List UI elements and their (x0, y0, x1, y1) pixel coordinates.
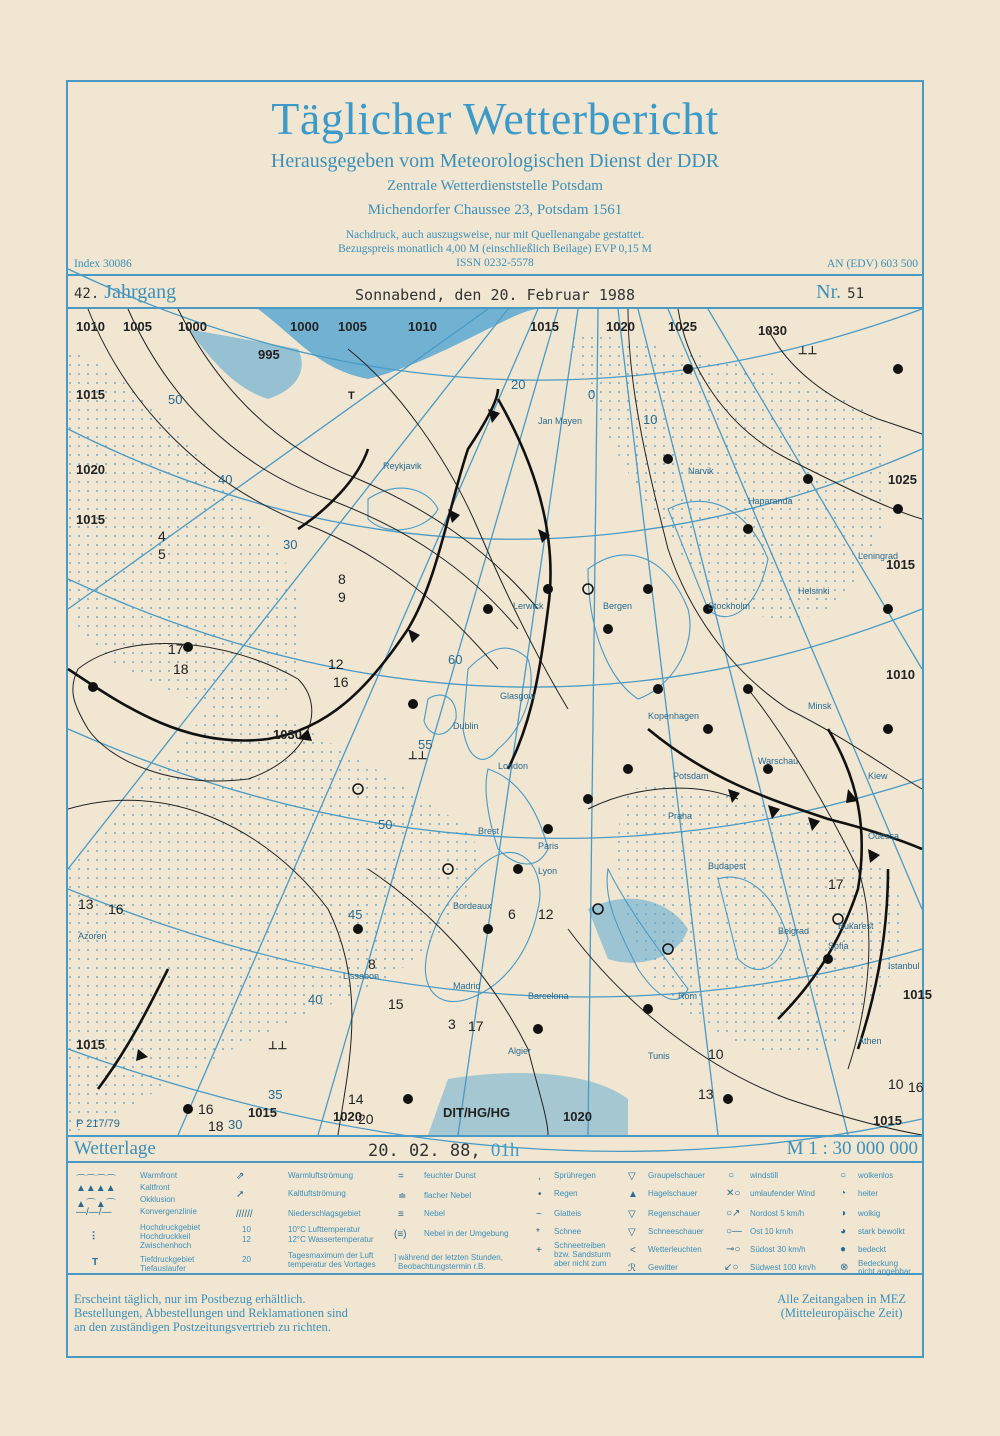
place-name: Madrid (453, 981, 481, 991)
divider (68, 274, 922, 276)
legend-stark-bewoelkt: stark bewolkt (858, 1227, 905, 1236)
legend-regenschauer: Regenschauer (648, 1209, 701, 1218)
legend-zwischenhoch: Zwischenhoch (140, 1241, 192, 1250)
nr-number: 51 (847, 286, 864, 302)
nebel-icon: ≡ (398, 1209, 404, 1220)
place-name: Belgrad (778, 926, 810, 936)
place-name: London (498, 761, 529, 771)
regenschauer-icon: ▽ (628, 1209, 636, 1220)
isobar-label: 1005 (338, 319, 367, 334)
isobar-label: 1025 (668, 319, 697, 334)
legend-suedost: Südost 30 km/h (750, 1245, 806, 1254)
legend-nordost: Nordost 5 km/h (750, 1209, 805, 1218)
wind-suedwest-icon: ↙○ (724, 1262, 739, 1273)
grid-label: 45 (348, 907, 363, 922)
grid-label: 50 (168, 392, 183, 407)
bedeckt-icon: ● (840, 1244, 847, 1255)
legend-suedwest: Südwest 100 km/h (750, 1263, 816, 1272)
grid-label: 40 (308, 992, 323, 1007)
glatteis-icon: ~ (536, 1209, 542, 1220)
svg-text:10: 10 (888, 1076, 904, 1092)
nr-label: Nr. (816, 281, 842, 303)
page-frame (66, 80, 932, 1358)
index-number: Index 30086 (74, 258, 132, 270)
warmfront-icon: ⌒⌒⌒⌒ (76, 1175, 116, 1186)
grid-label: 55 (418, 737, 433, 752)
place-name: Kopenhagen (648, 711, 700, 721)
place-name: Odessa (868, 831, 900, 841)
schnee-icon: * (536, 1227, 540, 1238)
isobar-label: 1010 (886, 667, 915, 682)
grid-label: 60 (448, 652, 463, 667)
map-stamp: DIT/HG/HG (443, 1105, 511, 1120)
isobar-label: 1015 (903, 987, 932, 1002)
svg-text:17: 17 (468, 1018, 484, 1034)
isobar-label: 1015 (886, 557, 915, 572)
isobar-label: 1010 (76, 319, 105, 334)
svg-text:16: 16 (198, 1101, 214, 1117)
issue-number (816, 281, 864, 304)
grid-label: 30 (228, 1117, 243, 1132)
place-name: Lissabon (343, 971, 380, 981)
legend-nebel: Nebel (424, 1209, 445, 1218)
svg-text:10: 10 (708, 1046, 724, 1062)
place-name: Azoren (78, 931, 107, 941)
grid-label: 30 (283, 537, 298, 552)
legend-bedeckt: bedeckt (858, 1245, 887, 1254)
bedeckung-unbekannt-icon: ⊗ (840, 1262, 849, 1273)
isobar-label: 1030 (758, 323, 787, 338)
isobar-label: 1015 (76, 512, 105, 527)
grid-label: 0 (588, 387, 596, 402)
footer-line: Erscheint täglich, nur im Postbezug erhältlich. (74, 1292, 306, 1306)
place-name: Dublin (453, 721, 479, 731)
legend-wolkenlos: wolkenlos (858, 1171, 894, 1180)
isobar-label: 1000 (178, 319, 207, 334)
svg-text:15: 15 (388, 996, 404, 1012)
svg-text:6: 6 (508, 906, 516, 922)
place-name: Brest (478, 826, 500, 836)
svg-text:18: 18 (208, 1118, 224, 1134)
place-name: Jan Mayen (538, 416, 583, 426)
legend (68, 1165, 922, 1275)
publisher: Herausgegeben vom Meteorologischen Dienst der DDR (270, 150, 720, 172)
legend-niederschlag: Niederschlagsgebiet (288, 1209, 361, 1218)
place-name: Bukarest (838, 921, 874, 931)
wolkig-icon: ◑ (840, 1208, 847, 1219)
legend-beobachtungstermin: Beobachtungstermin r.B. (398, 1262, 486, 1271)
reprint-notice: Nachdruck, auch auszugsweise, nur mit Quellenangabe gestattet. (345, 229, 645, 241)
place-name: Tunis (648, 1051, 670, 1061)
isobar-label: 1020 (606, 319, 635, 334)
issn: ISSN 0232-5578 (456, 257, 534, 269)
footer-line: Alle Zeitangaben in MEZ (777, 1292, 906, 1306)
isobar-label: 1015 (873, 1113, 902, 1128)
place-name: Minsk (808, 701, 832, 711)
svg-text:17: 17 (168, 641, 184, 657)
legend-temp-air-num: 10 (242, 1225, 251, 1234)
legend-konvergenz: Konvergenzlinie (140, 1207, 197, 1216)
isobar-label: 1015 (76, 1037, 105, 1052)
low-pressure-marker: ⊥⊥ (268, 1040, 288, 1052)
svg-text:12: 12 (328, 656, 344, 672)
legend-schneetreiben: Schneetreiben (554, 1241, 606, 1250)
place-name: Istanbul (888, 961, 920, 971)
svg-text:18: 18 (173, 661, 189, 677)
weather-map-svg (68, 309, 932, 1135)
isobar-label: 1015 (530, 319, 559, 334)
legend-gewitter: Gewitter (648, 1263, 678, 1272)
isobar-label: 1020 (333, 1109, 362, 1124)
legend-schneeschauer: Schneeschauer (648, 1227, 704, 1236)
legend-temp-max-num: 20 (242, 1255, 251, 1264)
nebel-umgebung-icon: (≡) (394, 1229, 407, 1240)
kaltfront-icon: ▲▲▲▲ (76, 1183, 116, 1194)
legend-windstill: windstill (750, 1171, 779, 1180)
legend-wetterleuchten: Wetterleuchten (648, 1245, 702, 1254)
high-pressure-marker: ⊥⊥ (408, 750, 428, 762)
svg-text:16: 16 (908, 1079, 924, 1095)
place-name: Paris (538, 841, 559, 851)
price-notice: Bezugspreis monatlich 4,00 M (einschließlich Beilage) EVP 0,15 M (338, 243, 652, 255)
wind-ost-icon: ○— (726, 1226, 743, 1237)
konvergenz-icon: —/—/— (76, 1207, 112, 1218)
footer-time-note (777, 1292, 906, 1320)
legend-spruehregen: Sprühregen (554, 1171, 596, 1180)
place-name: Haparanda (748, 496, 793, 506)
isobar-label: 1025 (888, 472, 917, 487)
place-name: Lerwick (513, 601, 544, 611)
legend-tagesmaximum-2: temperatur des Vortages (288, 1260, 376, 1269)
legend-warmfront: Warmfront (140, 1171, 178, 1180)
wetterlage-hour: 01h (490, 1140, 520, 1161)
umlaufend-icon: ✕○ (726, 1188, 741, 1199)
isobar-label: 1020 (76, 462, 105, 477)
place-name: Stockholm (708, 601, 751, 611)
place-name: Reykjavik (383, 461, 422, 471)
svg-text:4: 4 (158, 528, 166, 544)
stark-bewoelkt-icon: ◕ (840, 1226, 847, 1237)
place-name: Praha (668, 811, 693, 821)
okklusion-icon: ▲⌒▲⌒ (76, 1199, 116, 1210)
precip-area-icon: ////// (236, 1209, 253, 1220)
windstill-icon: ○ (728, 1170, 735, 1181)
place-name: Algier (508, 1046, 532, 1056)
svg-text:17: 17 (828, 876, 844, 892)
grid-label: 10 (643, 412, 658, 427)
legend-tagesmaximum: Tagesmaximum der Luft (288, 1251, 374, 1260)
legend-lufttemperatur: 10°C Lufttemperatur (288, 1225, 361, 1234)
footer-line: an den zuständigen Postzeitungsvertrieb zu richten. (74, 1320, 331, 1334)
map-code: P 217/79 (76, 1118, 120, 1130)
regen-icon: • (538, 1189, 542, 1200)
isobar-label: 1010 (408, 319, 437, 334)
jahrgang-label: Jahrgang (104, 281, 177, 303)
legend-heiter: heiter (858, 1189, 879, 1198)
place-name: Barcelona (528, 991, 569, 1001)
svg-text:13: 13 (78, 896, 94, 912)
legend-wassertemperatur: 12°C Wassertemperatur (288, 1235, 374, 1244)
svg-text:20: 20 (358, 1111, 374, 1127)
legend-schnee: Schnee (554, 1227, 582, 1236)
wind-nordost-icon: ○↗ (726, 1208, 741, 1219)
place-name: Lyon (538, 866, 558, 876)
place-name: Narvik (688, 466, 714, 476)
legend-wolkig: wolkig (858, 1209, 881, 1218)
legend-glatteis: Glatteis (554, 1209, 582, 1218)
legend-feuchter-dunst: feuchter Dunst (424, 1171, 477, 1180)
svg-text:16: 16 (333, 674, 349, 690)
legend-letzte-stunden: ] während der letzten Stunden, (394, 1253, 503, 1262)
office: Zentrale Wetterdienststelle Potsdam (387, 178, 603, 194)
an-edv-number: AN (EDV) 603 500 (826, 258, 918, 270)
svg-text:5: 5 (158, 546, 166, 562)
place-name: Kiew (868, 771, 888, 781)
place-name: Sofia (828, 941, 849, 951)
place-name: Leningrad (858, 551, 899, 561)
warm-air-arrow-icon: ⇗ (236, 1171, 245, 1182)
low-pressure-icon: T (92, 1257, 99, 1268)
newspaper-title: Täglicher Wetterbericht (271, 93, 719, 144)
low-pressure-marker: T (348, 390, 355, 402)
grid-label: 40 (218, 472, 233, 487)
legend-hagelschauer: Hagelschauer (648, 1189, 698, 1198)
place-name: Potsdam (673, 771, 709, 781)
dunst-icon: = (398, 1171, 404, 1182)
place-name: Bordeaux (453, 901, 492, 911)
gewitter-icon: ℛ (628, 1263, 636, 1274)
legend-umlaufend: umlaufender Wind (750, 1189, 815, 1198)
legend-tiefdruck: Tiefdruckgebiet (140, 1255, 195, 1264)
svg-text:16: 16 (108, 901, 124, 917)
wetterlage-date (368, 1140, 519, 1162)
cold-air-arrow-icon: ➚ (236, 1189, 245, 1200)
heiter-icon: ◔ (840, 1188, 847, 1199)
legend-warmluft: Warmluftströmung (288, 1171, 354, 1180)
place-name: Warschau (758, 756, 799, 766)
graupelschauer-icon: ▽ (628, 1171, 636, 1182)
place-name: Budapest (708, 861, 747, 871)
legend-graupelschauer: Graupelschauer (648, 1171, 705, 1180)
svg-text:8: 8 (368, 956, 376, 972)
isobar-label: 1020 (563, 1109, 592, 1124)
jahrgang-number: 42. (74, 286, 100, 302)
legend-nicht-angebbar: nicht angebbar (858, 1267, 911, 1276)
legend-okklusion: Okklusion (140, 1195, 176, 1204)
legend-ost: Ost 10 km/h (750, 1227, 794, 1236)
wetterleuchten-icon: < (630, 1245, 636, 1256)
legend-regen: Regen (554, 1189, 578, 1198)
isobar-label: 1015 (76, 387, 105, 402)
legend-nebel-umgebung: Nebel in der Umgebung (424, 1229, 509, 1238)
legend-tiefauslaufer: Tiefauslaufer (140, 1264, 186, 1273)
legend-nicht-zum: aber nicht zum (554, 1259, 607, 1268)
svg-text:3: 3 (448, 1016, 456, 1032)
legend-sandsturm: bzw. Sandsturm (554, 1250, 611, 1259)
wetterlage-label: Wetterlage (74, 1138, 156, 1159)
address: Michendorfer Chaussee 23, Potsdam 1561 (367, 202, 623, 218)
legend-hochdruck: Hochdruckgebiet (140, 1223, 201, 1232)
isobar-label: 1015 (248, 1105, 277, 1120)
wetterlage-bar (68, 1135, 922, 1163)
footer-line: Bestellungen, Abbestellungen und Reklamationen sind (74, 1306, 348, 1320)
wetterlage-date-value: 20. 02. 88, (368, 1141, 481, 1161)
grid-label: 50 (378, 817, 393, 832)
high-pressure-marker: ⊥⊥ (798, 345, 818, 357)
svg-text:13: 13 (698, 1086, 714, 1102)
high-pressure-icon: ⵗ (92, 1231, 96, 1242)
svg-text:12: 12 (538, 906, 554, 922)
svg-text:8: 8 (338, 571, 346, 587)
schneeschauer-icon: ▽ (628, 1227, 636, 1238)
map-scale: M 1 : 30 000 000 (786, 1138, 918, 1159)
legend-kaltfront: Kaltfront (140, 1183, 170, 1192)
grid-label: 20 (511, 377, 526, 392)
wolkenlos-icon: ○ (840, 1170, 847, 1181)
flacher-nebel-icon: ≐ (398, 1191, 407, 1202)
footer-subscription (74, 1292, 348, 1334)
isobar-label: 1030 (273, 727, 302, 742)
isobar-label: 1005 (123, 319, 152, 334)
legend-flacher-nebel: flacher Nebel (424, 1191, 472, 1200)
schneetreiben-icon: + (536, 1245, 542, 1256)
isobar-label: 1000 (290, 319, 319, 334)
issue-date: Sonnabend, den 20. Februar 1988 (355, 286, 635, 304)
svg-text:14: 14 (348, 1091, 364, 1107)
isobar-label: 995 (258, 347, 280, 362)
weather-map (68, 309, 932, 1135)
svg-text:9: 9 (338, 589, 346, 605)
grid-label: 35 (268, 1087, 283, 1102)
legend-temp-water-num: 12 (242, 1235, 251, 1244)
wind-suedost-icon: ⊸○ (726, 1244, 741, 1255)
spruehregen-icon: , (538, 1171, 541, 1182)
hagelschauer-icon: ▲ (628, 1189, 638, 1200)
legend-kaltluft: Kaltluftströmung (288, 1189, 346, 1198)
place-name: Rom (678, 991, 698, 1001)
legend-bedeckung: Bedeckung (858, 1259, 899, 1268)
legend-hochdruckkeil: Hochdruckkeil (140, 1232, 191, 1241)
footer-line: (Mitteleuropäische Zeit) (780, 1306, 903, 1320)
place-name: Helsinki (798, 586, 830, 596)
place-name: Glasgow (500, 691, 536, 701)
place-name: Athen (858, 1036, 882, 1046)
place-name: Bergen (603, 601, 633, 611)
